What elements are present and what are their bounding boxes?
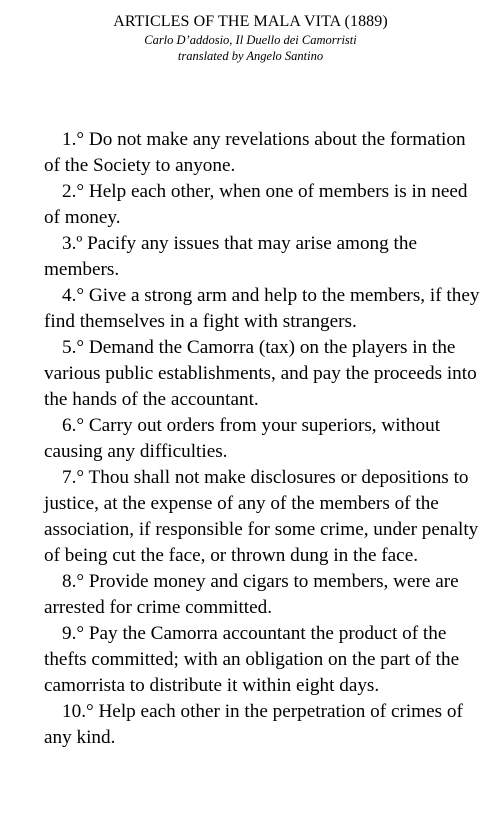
article-4: 4.° Give a strong arm and help to the members, if they find themselves in a fight with strangers. [44, 285, 480, 332]
article-9: 9.° Pay the Camorra accountant the product of the thefts committed; with an obligation on the part of the camorrista to distribute it within eight days. [44, 623, 460, 696]
document-title: ARTICLES OF THE MALA VITA (1889) [113, 13, 388, 30]
source-citation: Carlo D’addosio, Il Duello dei Camorristi [144, 33, 357, 47]
article-3: 3.º Pacify any issues that may arise among the members. [44, 233, 417, 280]
article-10: 10.° Help each other in the perpetration of crimes of any kind. [44, 701, 463, 748]
article-1: 1.° Do not make any revelations about the formation of the Society to anyone. [44, 129, 466, 176]
article-2: 2.° Help each other, when one of members is in need of money. [44, 181, 468, 228]
article-7: 7.° Thou shall not make disclosures or depositions to justice, at the expense of any of the members of the association, if responsible for some crime, under penalty of being cut the face, or thrown dung in the face. [44, 467, 479, 566]
document-header [0, 12, 501, 64]
article-8: 8.° Provide money and cigars to members, were are arrested for crime committed. [44, 571, 459, 618]
translator-credit: translated by Angelo Santino [177, 49, 324, 63]
articles-list [44, 127, 484, 751]
article-6: 6.° Carry out orders from your superiors, without causing any difficulties. [44, 415, 441, 462]
article-5: 5.° Demand the Camorra (tax) on the players in the various public establishments, and pay the proceeds into the hands of the accountant. [44, 337, 477, 410]
